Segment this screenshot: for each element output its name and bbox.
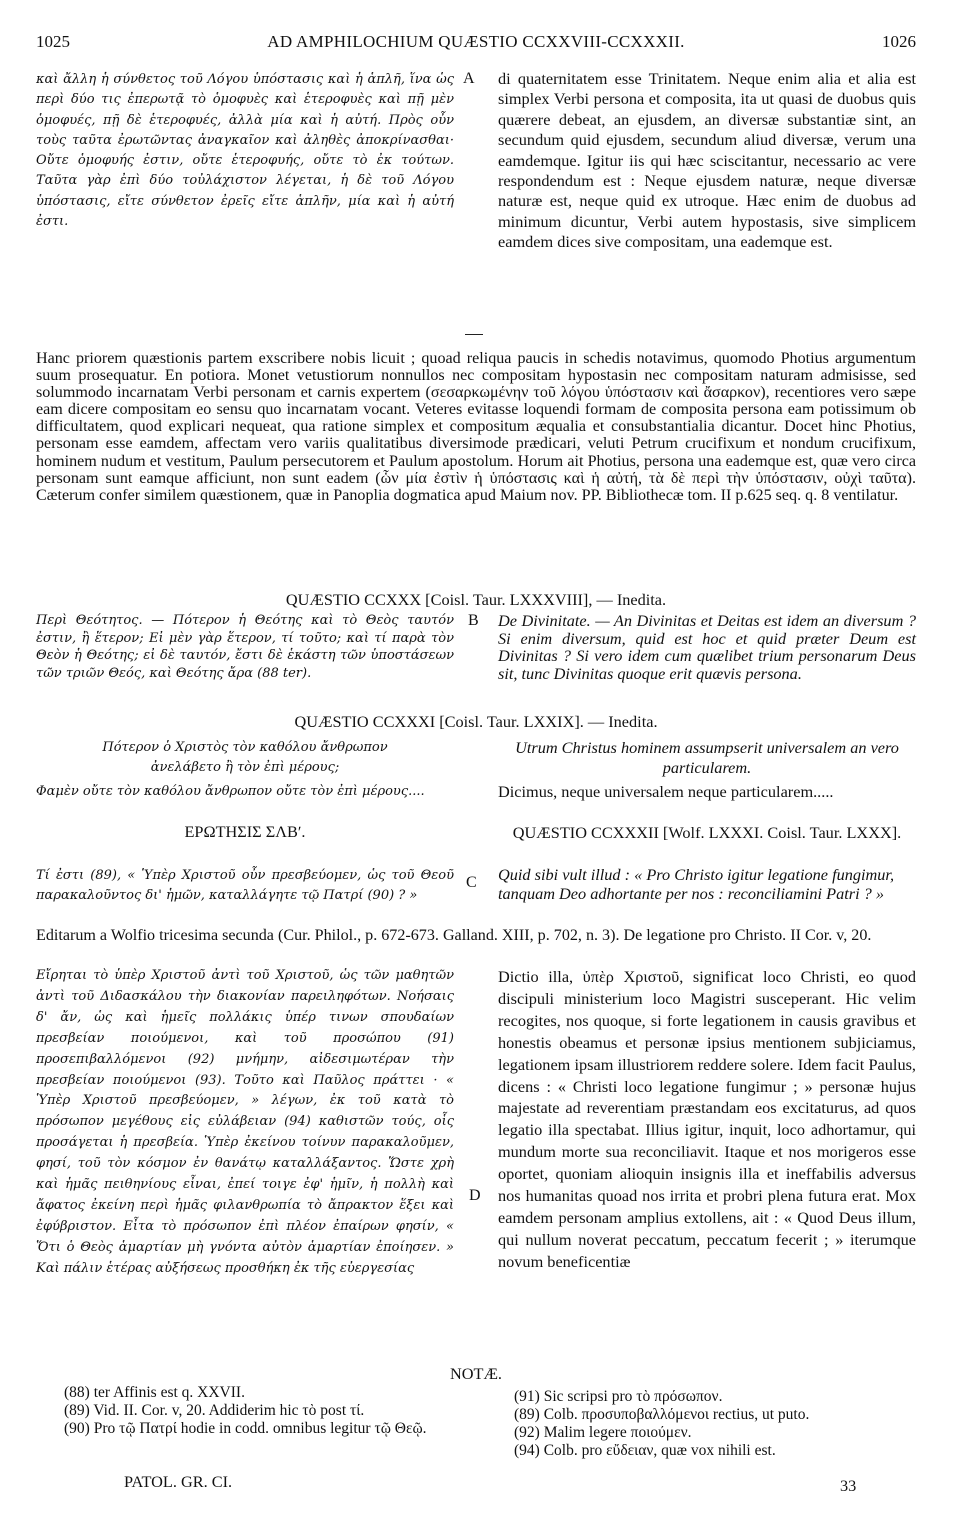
separator-dash — [465, 334, 483, 335]
quaestio-230-heading: QUÆSTIO CCXXX [Coisl. Taur. LXXXVIII], — Inedita. — [285, 590, 667, 609]
note-92: (92) Malim legere ποιούμεν. — [514, 1424, 692, 1441]
greek-quaestio-231-title: Πότερον ὁ Χριστὸς τὸν καθόλου ἄνθρωπον ἀνελάβετο ἢ τὸν ἐπὶ μέρους; — [102, 740, 388, 775]
greek-quaestio-232-body: Εἴρηται τὸ ὑπὲρ Χριστοῦ ἀντὶ τοῦ Χριστοῦ, ὡς τῶν μαθητῶν ἀντὶ τοῦ Διδασκάλου τὴν διακονίαν παρειληφότων. Νοήσαις δ' ἄν, ὡς καὶ ἡμεῖς πολλάκις ὑπέρ τινων σπουδαίων πρεσβείαν ποιούμενοι, καὶ τοῦ προσώπου (91) προσεπιβαλλόμενοι (92) μνήμην, αἰδεσιμωτέραν τὴν πρεσβείαν ποιούμενοι (93). Τοῦτο καὶ Παῦλος πράττει · « Ὑπὲρ Χριστοῦ πρεσβεύομεν, » λέγων, ἐκ τοῦ κατὰ τὸ πρόσωπον μεγέθους εἰς εὐλάβειαν (94) καθιστῶν τούς, οἷς προσάγεται ἡ πρεσβεία. Ὑπὲρ ἐκείνου τοίνυν παρακαλοῦμεν, φησί, τοῦ τὸν κόσμον ἐν θανάτῳ καταλλάξαντος. Ὥστε χρὴ καὶ ἡμᾶς πειθηνίους εἶναι, ἐπεί τοιγε ἐφ' ἡμῖν, ἡ πολλὴ καὶ ἄφατος ἐκείνη περὶ ἡμᾶς φιλανθρωπία τὸ ἄπρακτον ἕξει καὶ ἐφύβριστον. Εἶτα τὸ πρόσωπον ἐπὶ πλέον ἐπαίρων φησίν, « Ὅτι ὁ Θεὸς ἁμαρτίαν μὴ γνόντα αὐτὸν ἁμαρτίαν ἐποίησεν. » Καὶ πάλιν ἑτέρας αὐξήσεως προσθήκη ἐκ τῆς εὐεργεσίας — [36, 968, 454, 1276]
note-94: (94) Colb. pro εὔδειαν, quæ vox nihili est. — [514, 1442, 776, 1459]
latin-quaestio-232-heading: QUÆSTIO CCXXXII [Wolf. LXXXI. Coisl. Taur. LXXX]. — [512, 823, 902, 842]
note-89-colb: (89) Colb. προσυποβαλλόμενοι rectius, ut puto. — [514, 1406, 810, 1423]
note-91: (91) Sic scripsi pro τὸ πρόσωπον. — [514, 1388, 723, 1405]
footer-sheet-number: 33 — [840, 1476, 857, 1495]
greek-quaestio-232-heading: ΕΡΩΤΗΣΙΣ ΣΛΒʹ. — [184, 822, 306, 841]
note-89: (89) Vid. II. Cor. v, 20. Addiderim hic τὸ post τί. — [64, 1402, 365, 1419]
page-number-left: 1025 — [36, 32, 70, 51]
editor-note-paragraph: Hanc priorem quæstionis partem exscribere nobis licuit ; quoad reliqua paucis in schedis notavimus, quomodo Photius argumentum suum prosequatur. En potiora. Monet vetustiorum nonnullos nec compositam hypostasin nec compositam naturam admisisse, sed solummodo incarnatam Verbi personam et carnis expertem (σεσαρκωμένην τοῦ λόγου ὑπόστασιν καὶ ἄσαρκον), recentiores vero sæpe eam dicere compositam eo sensu quo incarnatam vocant. Veteres evitasse loquendi formam de composita persona eam potissimum ob difficultatem, quod explicari nequeat, qua ratione simplex et compositum æqualia et consubstantialia dicantur. Docet hinc Photius, personam esse eamdem, affectam vero variis qualitatibus diversimode prædicari, veluti Petrum crucifixum et nondum crucifixum, hominem nudum et vestitum, Paulum persecutorem et Paulum apostolum. Horum ait Photius, persona una eademque est, quæ vero circa personam sunt eamque afficiunt, non sunt eadem (ὧν μία ἐστὶν ἡ ὑπόστασις καὶ ἡ αὐτή, τὰ δὲ περὶ τὴν ὑπόστασιν, οὐχὶ ταῦτα). Cæterum confer similem quæstionem, quæ in Panoplia dogmatica apud Maium nov. PP. Bibliothecæ tom. II p.625 seq. q. 8 ventilatur. — [36, 350, 916, 504]
latin-quaestio-232-question: Quid sibi vult illud : « Pro Christo igitur legatione fungimur, tanquam Deo adhortante per nos : reconciliamini Patri ? » — [498, 865, 895, 903]
quaestio-231-heading: QUÆSTIO CCXXXI [Coisl. Taur. LXXIX]. — Inedita. — [294, 712, 658, 731]
note-88ter: (88) ter Affinis est q. XXVII. — [64, 1384, 245, 1401]
latin-quaestio-231-title: Utrum Christus hominem assumpserit universalem an vero particularem. — [515, 738, 899, 777]
margin-marker-b: B — [468, 612, 479, 629]
header-title: AD AMPHILOCHIUM QUÆSTIO CCXXVIII-CCXXXII. — [267, 32, 685, 51]
note-90: (90) Pro τῷ Πατρί hodie in codd. omnibus legitur τῷ Θεῷ. — [64, 1420, 427, 1437]
greek-quaestio-230: Περὶ Θεότητος. — Πότερον ἡ Θεότης καὶ τὸ Θεὸς ταυτόν ἐστιν, ἢ ἕτερον; Εἰ μὲν γὰρ ἕτερον, τί τοῦτο; καὶ τί παρὰ τὸν Θεὸν ἡ Θεότης; εἰ δὲ ταυτόν, ἔστι δὲ ἑκάστη τῶν ὑποστάσεων τῶν τριῶν Θεός, καὶ Θεότης ἄρα (88 ter). — [36, 613, 454, 681]
latin-quaestio-230: De Divinitate. — An Divinitas et Deitas est idem an diversum ? Si enim diversum, quid est hoc et quid præter Deum est Divinitas ? Si vero idem cum quælibet trium personarum Deus sit, tunc Divinitas quoque erit quævis persona. — [498, 611, 916, 683]
latin-quaestio-232-body: Dictio illa, ὑπὲρ Χριστοῦ, significat loco Christi, eo quod discipuli ministerium loco Magistri susceperant. Hic velim recogites, nos quoque, si forte legationem in causis gravibus et honestis obeamus et personæ ipsius mentionem subjiciamus, legationem ipsam illustriorem reddere solere. Idem facit Paulus, dicens : « Christi loco legatione fungimur ; » personæ hujus majestate ad reverentiam præstandam eos excitaturus, ad quos legatio illa spectabat. Illius igitur, inquit, loco adhortamur, qui mundum morte sua reconciliavit. Itaque et nos morigeros esse oportet, quoniam alioquin insignis illa et ineffabilis adversus nos humanitas quoad nos irrita et probri plena futura erat. Mox eamdem personam amplius extollens, ait : « Quod Deus illum, qui nullum noverat peccatum, peccatum fecerit ; » iterumque novum beneficentiæ — [498, 967, 916, 1271]
margin-marker-d: D — [469, 1187, 481, 1204]
latin-quaestio-231-answer: Dicimus, neque universalem neque particularem..... — [498, 782, 834, 801]
greek-quaestio-231-answer: Φαμὲν οὔτε τὸν καθόλου ἄνθρωπον οὔτε τὸν ἐπὶ μέρους.... — [36, 784, 425, 799]
notes-heading: NOTÆ. — [449, 1364, 502, 1383]
editorial-note: Editarum a Wolfio tricesima secunda (Cur. Philol., p. 672-673. Galland. XIII, p. 702, n. 3). De legatione pro Christo. II Cor. v, 20. — [36, 927, 872, 944]
greek-column-section1: καὶ ἄλλη ἡ σύνθετος τοῦ Λόγου ὑπόστασις καὶ ἡ ἁπλῆ, ἵνα ὡς περὶ δύο τις ἐπερωτᾷ τὸ ὁμοφυὲς καὶ ἑτεροφυὲς καὶ πῇ μὲν ὁμοφυές, πῇ δὲ ἑτεροφυές, ἀλλὰ μία καὶ ἡ αὐτή. Πρὸς οὖν τοὺς ταῦτα ἐρωτῶντας ἀναγκαῖον καὶ ἀληθὲς ἀποκρίνασθαι· Οὔτε ὁμοφυής ἐστιν, οὔτε ἑτεροφυής, οὔτε τὸ ἐκ τούτων. Ταῦτα γὰρ ἐπὶ δύο τοὐλάχιστον λέγεται, ἡ δὲ τοῦ Λόγου ὑπόστασις, εἴτε σύνθετον ἐρεῖς εἴτε ἁπλῆν, μία καὶ ἡ αὐτή ἐστι. — [36, 72, 454, 230]
notes-left-column — [64, 1384, 464, 1438]
footer-signature: PATOL. GR. CI. — [124, 1472, 233, 1491]
margin-marker-a: A — [463, 70, 475, 87]
greek-quaestio-232-question: Τί ἐστι (89), « Ὑπὲρ Χριστοῦ οὖν πρεσβεύομεν, ὡς τοῦ Θεοῦ παρακαλοῦντος δι' ἡμῶν, καταλλάγητε τῷ Πατρί (90) ? » — [36, 868, 454, 903]
margin-marker-c: C — [466, 874, 477, 891]
page-number-right: 1026 — [882, 32, 916, 51]
notes-right-column — [514, 1388, 916, 1460]
running-header — [36, 32, 916, 56]
latin-column-section1: di quaternitatem esse Trinitatem. Neque enim alia et alia est simplex Verbi persona et composita, ita ut quasi de duobus quis quærere debeat, an ejusdem, an diversæ substantiæ sint, an secundum quid ejusdem, secundum aliud diversæ, verum una eamdemque. Igitur iis qui hæc sciscitantur, necessario ac vere respondendum est : Neque ejusdem naturæ, neque diversæ naturæ est, neque quid ex utroque. Hæc enim de duobus ad minimum dicuntur, Verbi autem hypostasis, sive simplicem eamdem dices sive compositam, una eademque est. — [498, 69, 916, 252]
